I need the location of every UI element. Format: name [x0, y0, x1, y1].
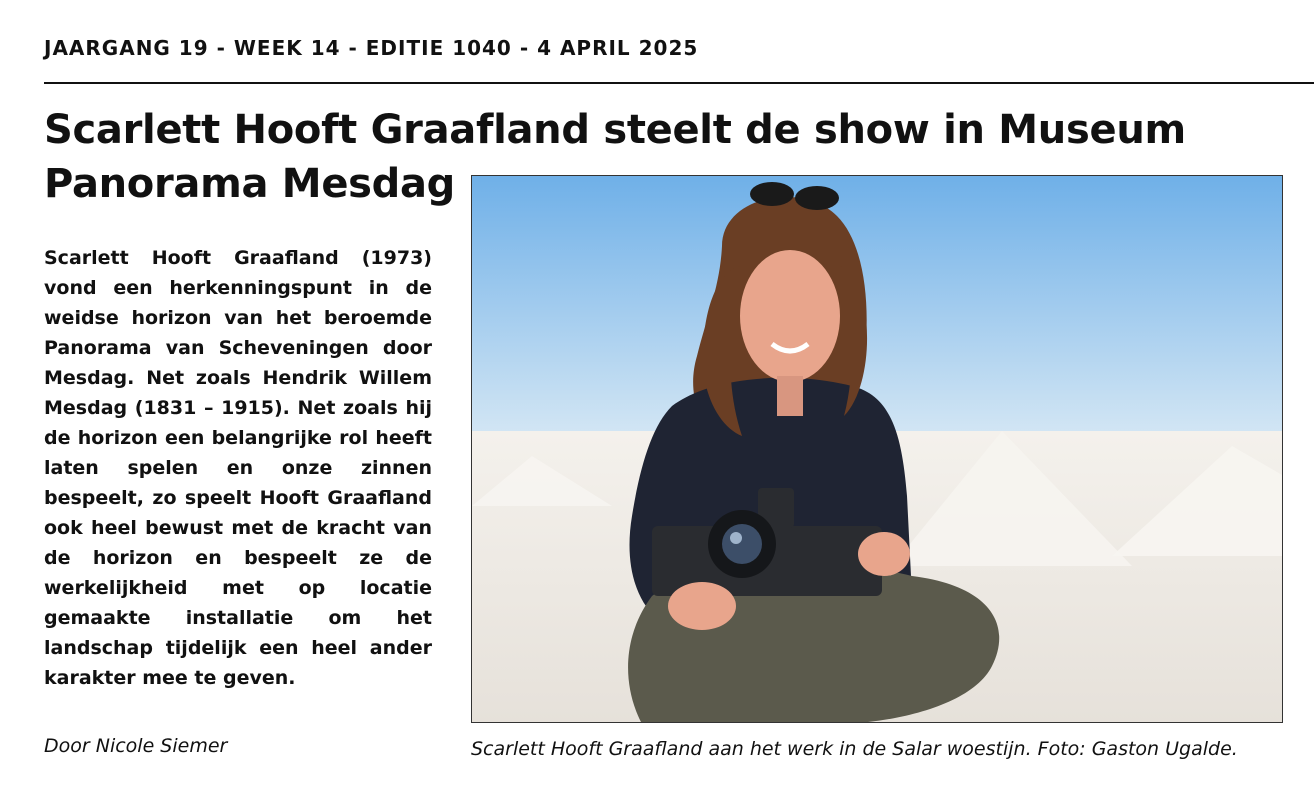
photo-illustration — [472, 176, 1283, 723]
article-lead: Scarlett Hooft Graafland (1973) vond een herkenningspunt in de weidse horizon van het beroemde Panorama van Scheveningen door Mesdag. Net zoals Hendrik Willem Mesdag (1831 – 1915). Net zoals hij de horizon een belangrijke rol heeft laten spelen en onze zinnen bespeelt, zo speelt Hooft Graafland ook heel bewust met de kracht van de horizon en bespeelt ze de werkelijkheid met op locatie gemaakte installatie om het landschap tijdelijk een heel ander karakter mee te geven. — [44, 247, 432, 689]
sunglasses-icon — [750, 182, 794, 206]
article-headline: Scarlett Hooft Graafland steelt de show in Museum Panorama Mesdag — [44, 107, 1186, 207]
sky — [472, 176, 1283, 436]
hand — [858, 532, 910, 576]
photo-caption: Scarlett Hooft Graafland aan het werk in de Salar woestijn. Foto: Gaston Ugalde. — [471, 738, 1238, 760]
issue-masthead: JAARGANG 19 - WEEK 14 - EDITIE 1040 - 4 APRIL 2025 — [44, 36, 699, 60]
masthead-divider — [44, 82, 1314, 84]
article-photo — [471, 175, 1283, 723]
face — [740, 250, 840, 382]
hand — [668, 582, 736, 630]
article-byline: Door Nicole Siemer — [44, 735, 228, 757]
